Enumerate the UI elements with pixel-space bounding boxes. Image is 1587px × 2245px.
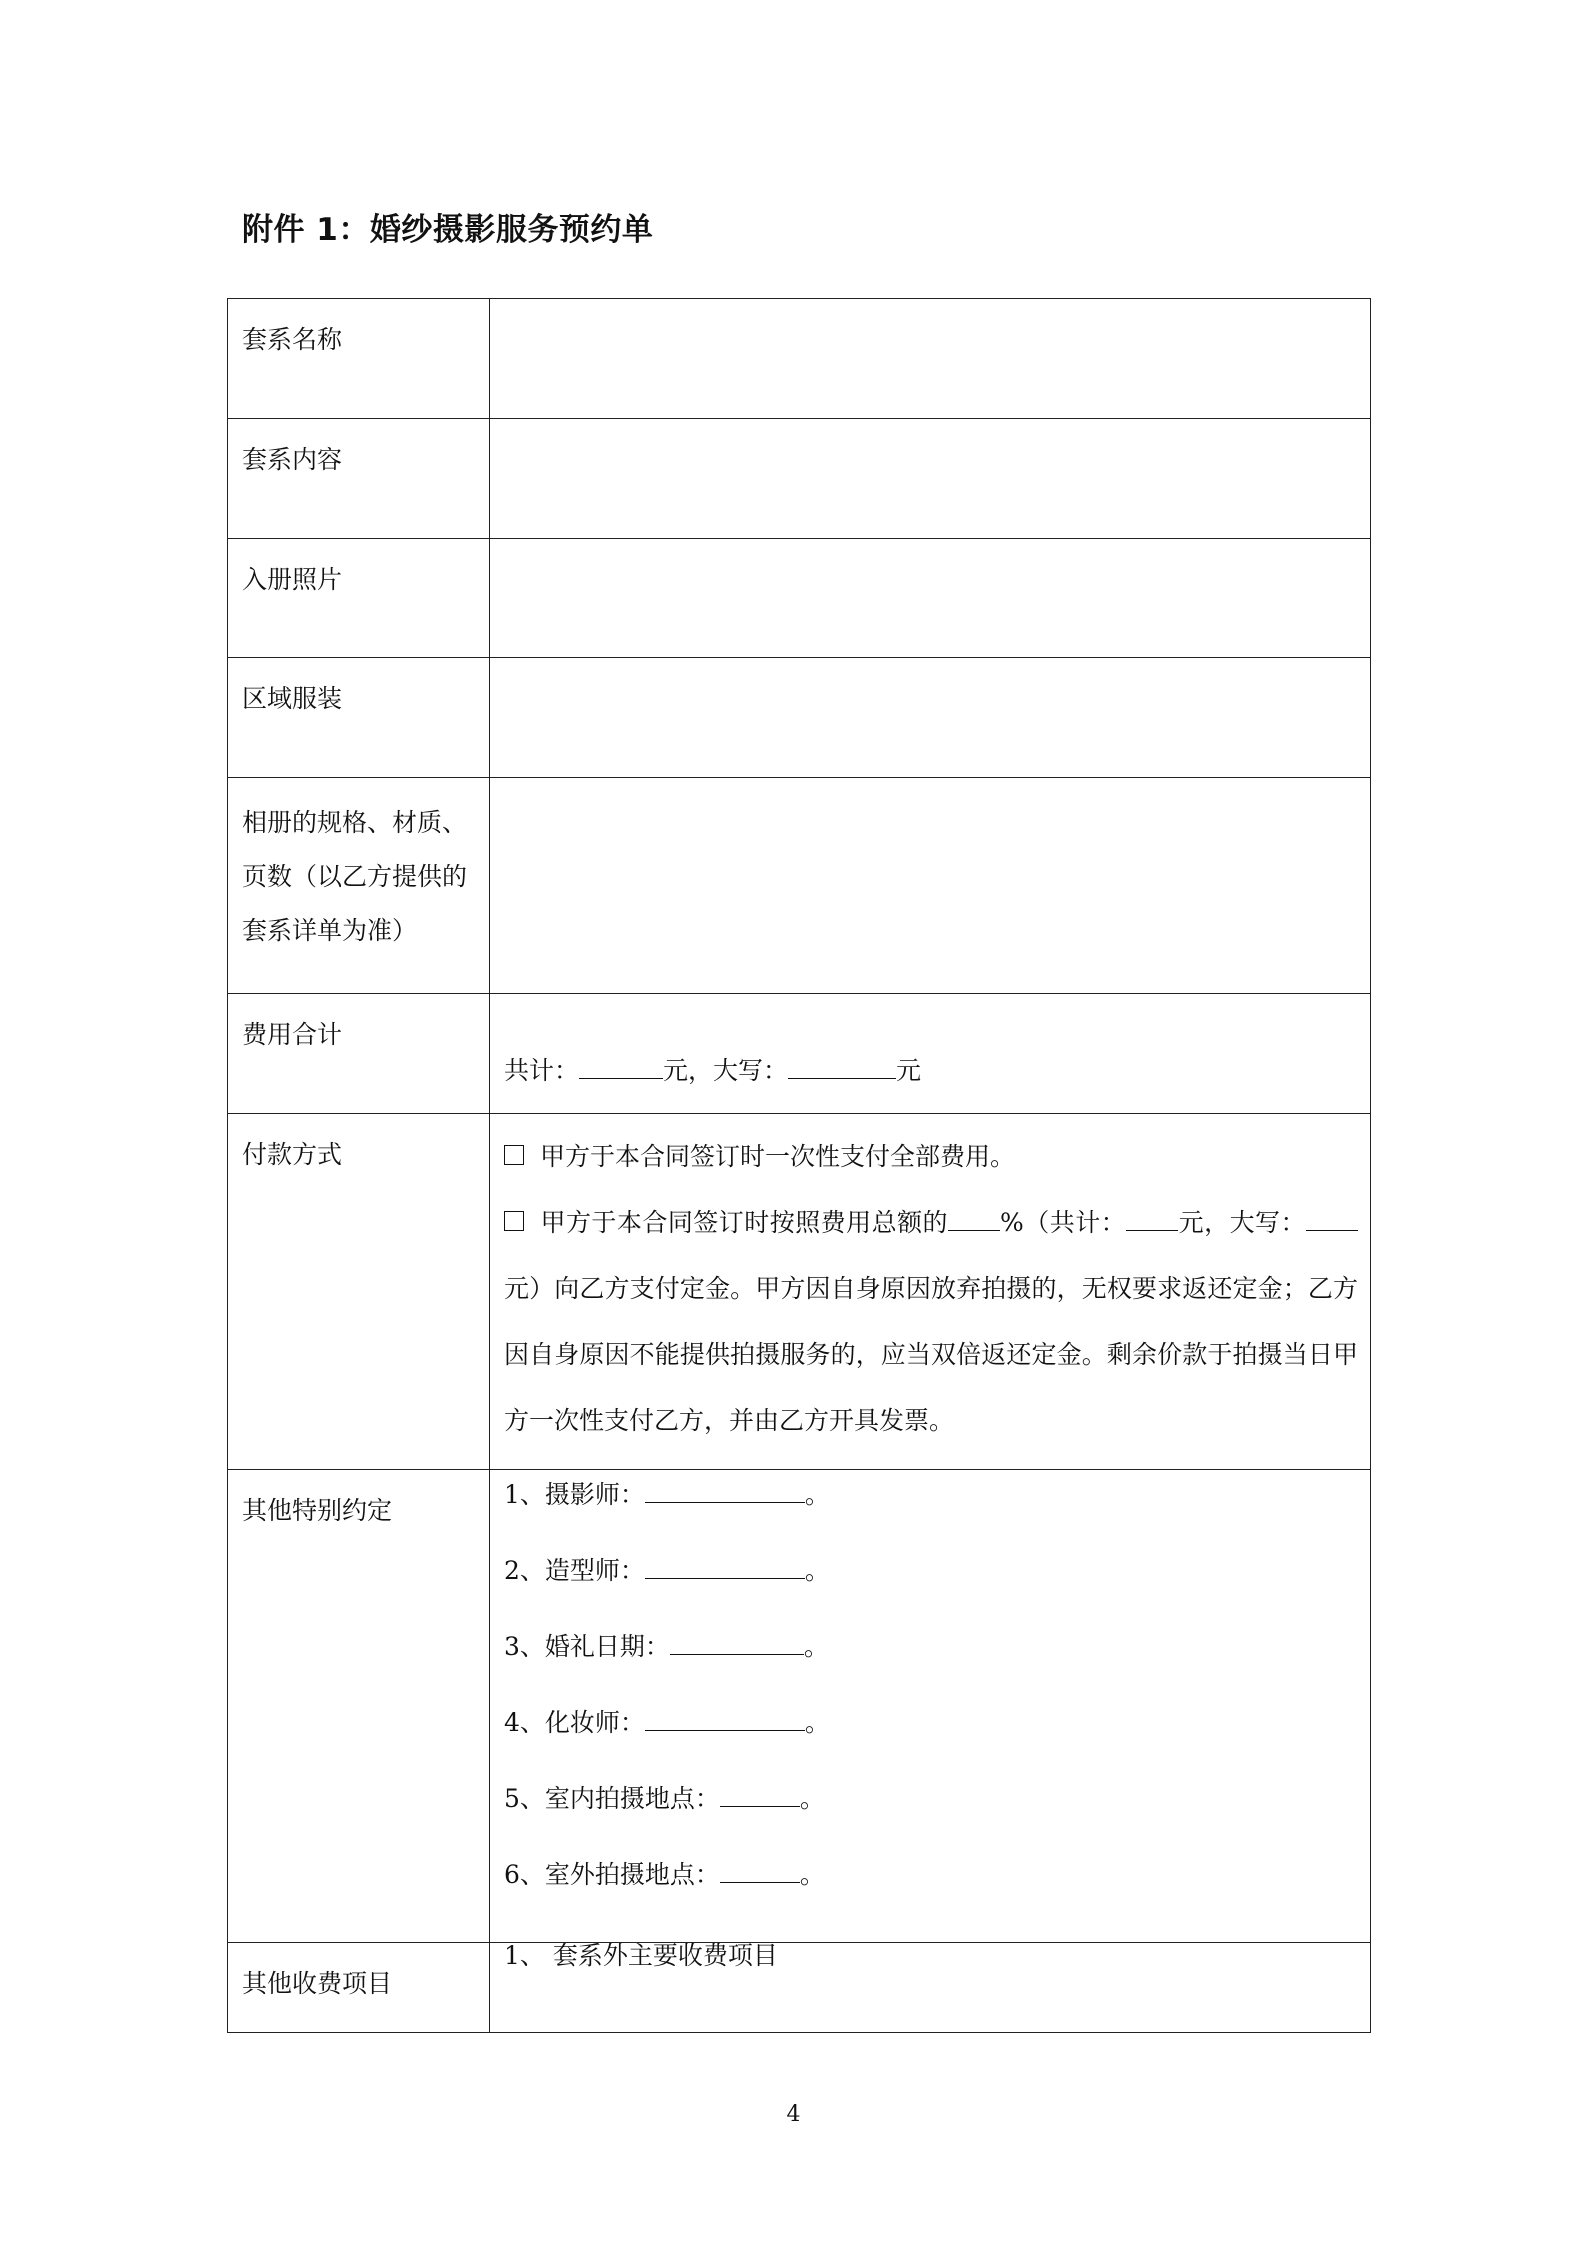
special-item-end: 。 — [804, 1708, 830, 1737]
special-item-end: 。 — [804, 1480, 830, 1509]
total-amount-blank[interactable] — [579, 1052, 663, 1079]
special-item-label: 6、室外拍摄地点： — [504, 1860, 720, 1889]
total-fee-prefix: 共计： — [504, 1056, 580, 1085]
label-special: 其他特别约定 — [228, 1470, 490, 1943]
photographer-blank[interactable] — [645, 1476, 805, 1503]
field-album-spec[interactable] — [490, 778, 1371, 994]
special-item-outdoor-location — [504, 1850, 1358, 1926]
deposit-amount-blank[interactable] — [1126, 1204, 1178, 1231]
deposit-amount-words-blank[interactable] — [1306, 1204, 1358, 1231]
payment-full-text: 甲方于本合同签订时一次性支付全部费用。 — [540, 1142, 1016, 1171]
field-package-content[interactable] — [490, 419, 1371, 539]
row-other-fees — [228, 1943, 1371, 2033]
label-album-spec-line: 页数（以乙方提供的 — [242, 862, 468, 891]
special-item-label: 5、室内拍摄地点： — [504, 1784, 720, 1813]
label-costume-area: 区域服装 — [228, 658, 490, 778]
field-special — [490, 1470, 1371, 1943]
page-number: 4 — [786, 2102, 801, 2127]
row-special — [228, 1470, 1371, 1943]
special-item-end: 。 — [799, 1860, 825, 1889]
special-item-end: 。 — [804, 1556, 830, 1585]
total-fee-unit-end: 元 — [896, 1056, 922, 1085]
label-payment: 付款方式 — [228, 1114, 490, 1470]
payment-full-checkbox[interactable] — [504, 1145, 524, 1165]
special-item-makeup-artist — [504, 1698, 1358, 1774]
special-item-indoor-location — [504, 1774, 1358, 1850]
indoor-location-blank[interactable] — [720, 1780, 800, 1807]
page-title: 附件 1：婚纱摄影服务预约单 — [242, 212, 654, 248]
field-total-fee — [490, 994, 1371, 1114]
payment-deposit-text-a: 甲方于本合同签订时按照费用总额的 — [540, 1208, 949, 1237]
special-item-label: 3、婚礼日期： — [504, 1632, 670, 1661]
deposit-percent-blank[interactable] — [948, 1204, 1000, 1231]
row-package-content — [228, 419, 1371, 539]
payment-option-full — [504, 1114, 1358, 1190]
other-fees-item: 1、 套系外主要收费项目 — [504, 1941, 778, 1970]
row-payment — [228, 1114, 1371, 1470]
payment-deposit-checkbox[interactable] — [504, 1211, 524, 1231]
booking-form-table — [227, 298, 1371, 2033]
label-album-spec — [228, 778, 490, 994]
field-other-fees[interactable] — [490, 1943, 1371, 2033]
payment-deposit-text-c: 元，大写： — [1178, 1208, 1306, 1237]
wedding-date-blank[interactable] — [670, 1628, 804, 1655]
payment-option-deposit — [504, 1190, 1358, 1454]
special-item-end: 。 — [803, 1632, 829, 1661]
field-payment — [490, 1114, 1371, 1470]
label-other-fees: 其他收费项目 — [228, 1943, 490, 2033]
special-item-label: 2、造型师： — [504, 1556, 645, 1585]
makeup-artist-blank[interactable] — [645, 1704, 805, 1731]
field-costume-area[interactable] — [490, 658, 1371, 778]
row-total-fee — [228, 994, 1371, 1114]
special-item-photographer — [504, 1470, 1358, 1546]
stylist-blank[interactable] — [645, 1552, 805, 1579]
label-album-spec-line: 相册的规格、材质、 — [242, 808, 468, 837]
field-album-photos[interactable] — [490, 539, 1371, 658]
payment-deposit-text-b: %（共计： — [1000, 1208, 1127, 1237]
row-album-spec — [228, 778, 1371, 994]
outdoor-location-blank[interactable] — [720, 1856, 800, 1883]
special-item-stylist — [504, 1546, 1358, 1622]
special-item-label: 1、摄影师： — [504, 1480, 645, 1509]
row-costume-area — [228, 658, 1371, 778]
label-package-content: 套系内容 — [228, 419, 490, 539]
label-album-photos: 入册照片 — [228, 539, 490, 658]
label-package-name: 套系名称 — [228, 299, 490, 419]
row-album-photos — [228, 539, 1371, 658]
field-package-name[interactable] — [490, 299, 1371, 419]
special-item-label: 4、化妆师： — [504, 1708, 645, 1737]
row-package-name — [228, 299, 1371, 419]
special-item-end: 。 — [799, 1784, 825, 1813]
payment-deposit-text-d: 元）向乙方支付定金。甲方因自身原因放弃拍摄的，无权要求返还定金；乙方因自身原因不能提供拍摄服务的，应当双倍返还定金。剩余价款于拍摄当日甲方一次性支付乙方，并由乙方开具发票。 — [504, 1274, 1358, 1435]
total-amount-words-blank[interactable] — [788, 1052, 896, 1079]
total-fee-unit: 元，大写： — [663, 1056, 789, 1085]
label-total-fee: 费用合计 — [228, 994, 490, 1114]
special-item-wedding-date — [504, 1622, 1358, 1698]
label-album-spec-line: 套系详单为准） — [242, 916, 418, 945]
